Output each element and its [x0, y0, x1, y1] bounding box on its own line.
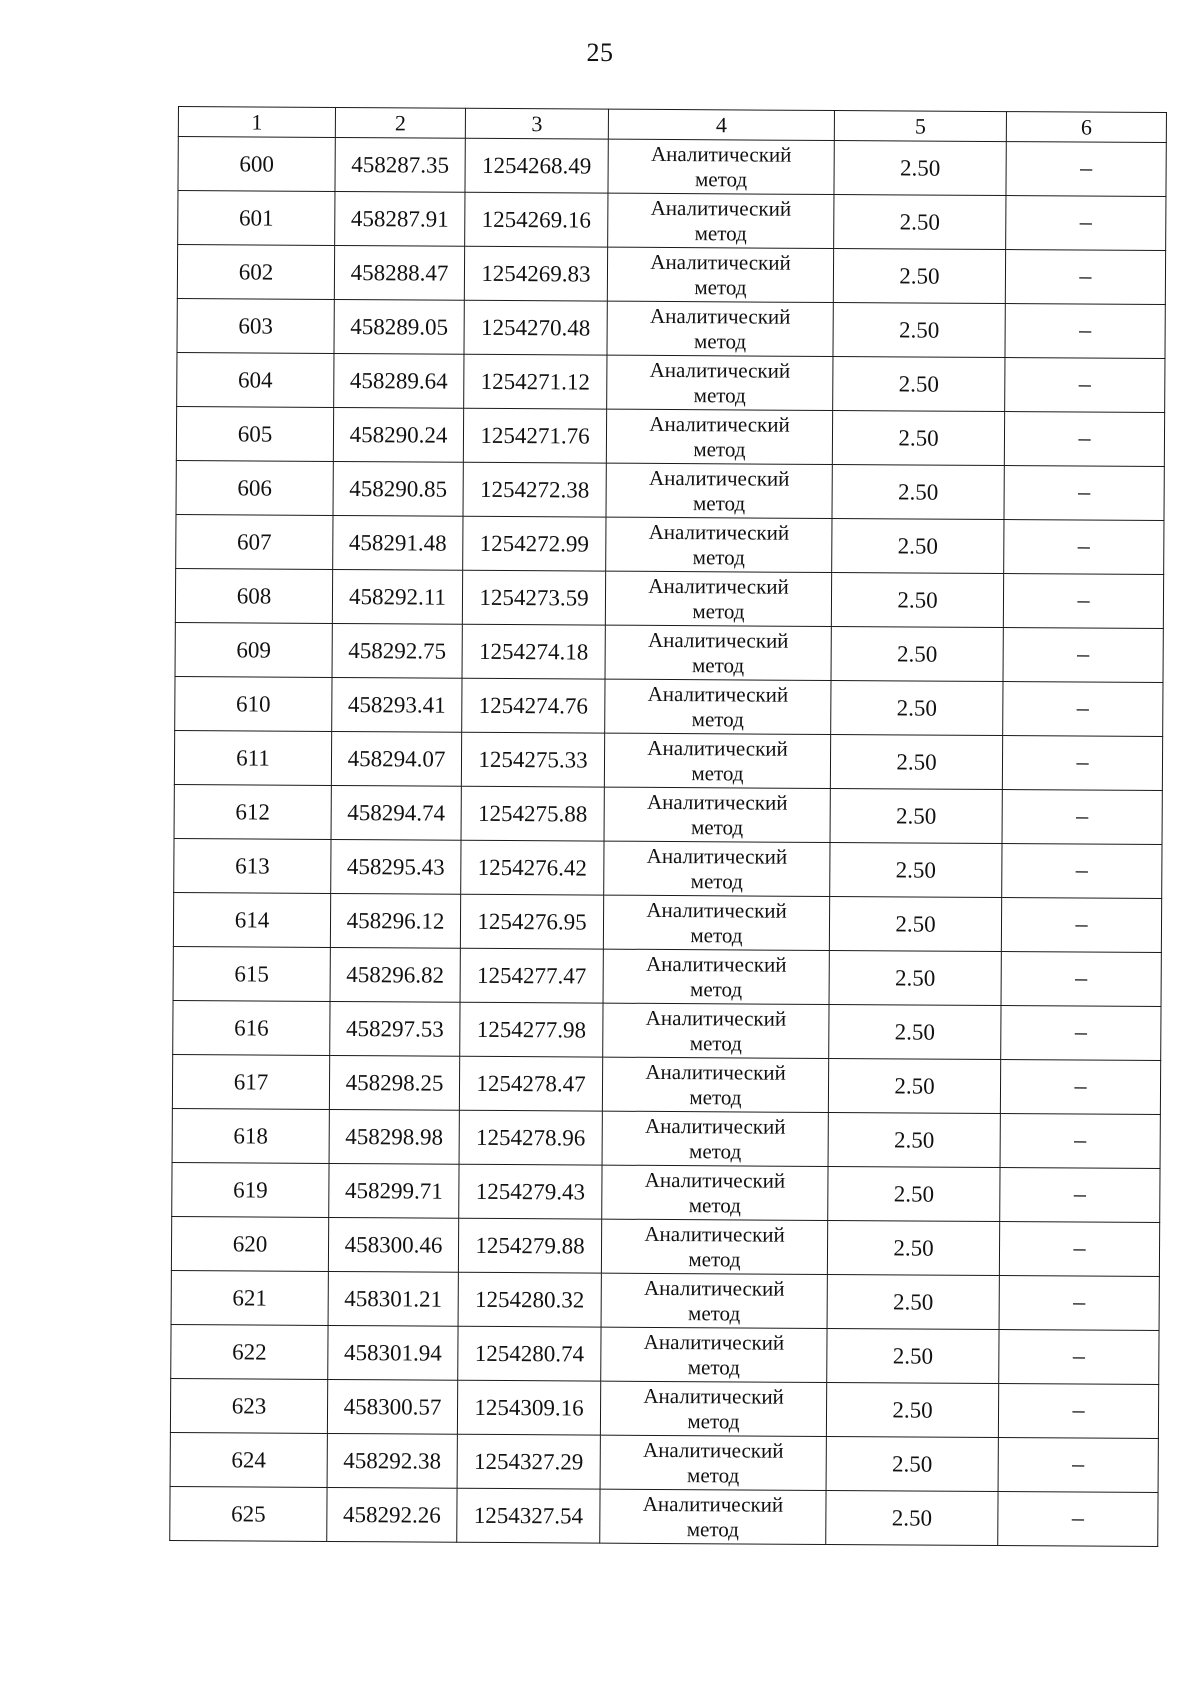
note-cell: – — [1002, 736, 1162, 791]
point-number-cell: 615 — [173, 946, 330, 1001]
method-cell — [604, 841, 830, 896]
method-line-2: метод — [692, 544, 745, 569]
accuracy-cell: 2.50 — [833, 357, 1005, 412]
point-number-cell: 617 — [172, 1054, 329, 1109]
note-cell: – — [1003, 574, 1163, 629]
accuracy-cell: 2.50 — [834, 141, 1006, 196]
x-coordinate-cell: 458292.26 — [327, 1487, 457, 1542]
y-coordinate-cell: 1254275.33 — [461, 732, 604, 787]
point-number-cell: 620 — [171, 1216, 328, 1271]
method-line-2: метод — [690, 868, 743, 893]
method-line-2: метод — [693, 382, 746, 407]
note-cell: – — [1003, 682, 1163, 737]
y-coordinate-cell: 1254271.12 — [464, 354, 607, 409]
column-header-1: 1 — [178, 107, 335, 138]
y-coordinate-cell: 1254276.42 — [461, 840, 604, 895]
table-row — [173, 1000, 1161, 1060]
method-cell — [604, 733, 830, 788]
method-cell — [605, 571, 831, 626]
note-cell: – — [999, 1330, 1159, 1385]
point-number-cell: 601 — [178, 191, 335, 246]
method-line-1: Аналитический — [649, 357, 791, 383]
accuracy-cell: 2.50 — [830, 842, 1002, 897]
accuracy-cell: 2.50 — [830, 734, 1002, 789]
method-cell — [600, 1381, 826, 1436]
method-line-2: метод — [689, 1084, 742, 1109]
point-number-cell: 618 — [172, 1108, 329, 1163]
y-coordinate-cell: 1254269.83 — [464, 246, 607, 301]
method-line-2: метод — [687, 1354, 740, 1379]
y-coordinate-cell: 1254273.59 — [462, 570, 605, 625]
accuracy-cell: 2.50 — [829, 950, 1001, 1005]
method-line-2: метод — [694, 166, 748, 191]
method-line-1: Аналитический — [645, 1059, 786, 1085]
point-number-cell: 625 — [170, 1486, 327, 1541]
method-line-1: Аналитический — [648, 465, 790, 491]
note-cell: – — [1004, 412, 1164, 467]
method-line-1: Аналитический — [643, 1329, 785, 1355]
method-line-1: Аналитический — [647, 735, 788, 761]
table-row — [174, 784, 1162, 844]
method-line-2: метод — [691, 706, 744, 731]
point-number-cell: 603 — [177, 298, 334, 353]
table-row — [177, 245, 1165, 305]
x-coordinate-cell: 458287.35 — [335, 137, 465, 192]
method-line-2: метод — [689, 1138, 742, 1163]
method-line-2: метод — [688, 1246, 741, 1271]
x-coordinate-cell: 458295.43 — [331, 839, 461, 894]
method-cell — [606, 409, 832, 464]
method-line-1: Аналитический — [645, 1005, 787, 1031]
method-line-1: Аналитический — [646, 789, 788, 815]
method-line-1: Аналитический — [648, 573, 789, 599]
y-coordinate-cell: 1254276.95 — [460, 894, 603, 949]
y-coordinate-cell: 1254270.48 — [464, 300, 607, 355]
point-number-cell: 610 — [175, 676, 332, 731]
point-number-cell: 611 — [174, 730, 331, 785]
method-cell — [605, 625, 831, 680]
method-line-1: Аналитический — [650, 249, 791, 275]
method-cell — [607, 355, 833, 410]
method-line-1: Аналитический — [644, 1113, 786, 1139]
note-cell: – — [998, 1438, 1158, 1493]
point-number-cell: 602 — [177, 245, 334, 300]
method-cell — [603, 1003, 829, 1058]
accuracy-cell: 2.50 — [826, 1436, 998, 1491]
point-number-cell: 607 — [176, 514, 333, 569]
accuracy-cell: 2.50 — [831, 573, 1003, 628]
method-line-2: метод — [690, 814, 744, 839]
y-coordinate-cell: 1254275.88 — [461, 786, 604, 841]
point-number-cell: 621 — [171, 1270, 328, 1325]
accuracy-cell: 2.50 — [829, 1004, 1001, 1059]
method-line-1: Аналитический — [647, 681, 789, 707]
y-coordinate-cell: 1254269.16 — [465, 192, 608, 247]
accuracy-cell: 2.50 — [833, 249, 1005, 304]
method-line-2: метод — [687, 1408, 740, 1433]
method-line-1: Аналитический — [650, 141, 792, 167]
method-line-1: Аналитический — [645, 951, 787, 977]
note-cell: – — [1002, 790, 1162, 845]
note-cell: – — [1000, 1168, 1160, 1223]
table-row — [175, 622, 1163, 682]
table-row — [176, 406, 1164, 466]
method-line-2: метод — [689, 1030, 742, 1055]
table-row — [170, 1486, 1158, 1546]
note-cell: – — [1001, 952, 1161, 1007]
method-cell — [602, 1057, 828, 1112]
accuracy-cell: 2.50 — [827, 1220, 999, 1275]
method-cell — [603, 949, 829, 1004]
method-line-1: Аналитический — [646, 843, 788, 869]
note-cell: – — [1002, 844, 1162, 899]
method-line-2: метод — [691, 652, 745, 677]
x-coordinate-cell: 458301.21 — [328, 1271, 458, 1326]
method-cell — [600, 1489, 826, 1544]
method-cell — [605, 679, 831, 734]
table-row — [177, 352, 1165, 412]
note-cell: – — [1001, 1006, 1161, 1061]
table-row — [178, 137, 1166, 197]
note-cell: – — [1005, 304, 1165, 359]
method-line-2: метод — [690, 922, 743, 947]
y-coordinate-cell: 1254268.49 — [465, 138, 608, 193]
method-cell — [603, 895, 829, 950]
accuracy-cell: 2.50 — [830, 788, 1002, 843]
table-row — [171, 1216, 1159, 1276]
method-cell — [607, 247, 833, 302]
note-cell: – — [999, 1276, 1159, 1331]
page-number: 25 — [586, 38, 614, 67]
method-cell — [601, 1273, 827, 1328]
note-cell: – — [1006, 142, 1166, 197]
note-cell: – — [1005, 250, 1165, 305]
note-cell: – — [999, 1222, 1159, 1277]
table-row — [170, 1378, 1158, 1438]
method-line-1: Аналитический — [642, 1491, 784, 1517]
table-row — [171, 1270, 1159, 1330]
y-coordinate-cell: 1254279.88 — [458, 1218, 601, 1273]
x-coordinate-cell: 458292.75 — [332, 623, 462, 678]
x-coordinate-cell: 458292.38 — [327, 1433, 457, 1488]
accuracy-cell: 2.50 — [832, 411, 1004, 466]
method-line-2: метод — [691, 760, 744, 785]
table-row — [173, 946, 1161, 1006]
y-coordinate-cell: 1254327.54 — [457, 1488, 600, 1543]
x-coordinate-cell: 458289.05 — [334, 299, 464, 354]
note-cell: – — [1004, 466, 1164, 521]
note-cell: – — [1005, 358, 1165, 413]
note-cell: – — [1000, 1060, 1160, 1115]
accuracy-cell: 2.50 — [833, 303, 1005, 358]
note-cell: – — [1006, 196, 1166, 251]
point-number-cell: 604 — [177, 352, 334, 407]
method-line-2: метод — [694, 220, 747, 245]
accuracy-cell: 2.50 — [828, 1166, 1000, 1221]
x-coordinate-cell: 458291.48 — [333, 515, 463, 570]
y-coordinate-cell: 1254272.99 — [463, 516, 606, 571]
method-line-1: Аналитический — [646, 897, 787, 923]
method-line-1: Аналитический — [644, 1167, 786, 1193]
method-cell — [601, 1327, 827, 1382]
y-coordinate-cell: 1254280.32 — [458, 1272, 601, 1327]
table-row — [175, 676, 1163, 736]
note-cell: – — [998, 1384, 1158, 1439]
point-number-cell: 608 — [175, 568, 332, 623]
accuracy-cell: 2.50 — [828, 1058, 1000, 1113]
note-cell: – — [1004, 520, 1164, 575]
method-line-1: Аналитический — [644, 1221, 785, 1247]
note-cell: – — [1000, 1114, 1160, 1169]
accuracy-cell: 2.50 — [831, 627, 1003, 682]
accuracy-cell: 2.50 — [826, 1490, 998, 1545]
note-cell: – — [998, 1492, 1158, 1547]
coordinates-table — [169, 106, 1167, 1547]
method-line-1: Аналитический — [643, 1383, 784, 1409]
method-line-2: метод — [688, 1192, 741, 1217]
y-coordinate-cell: 1254309.16 — [457, 1380, 600, 1435]
point-number-cell: 623 — [170, 1378, 327, 1433]
note-cell: – — [1003, 628, 1163, 683]
y-coordinate-cell: 1254279.43 — [459, 1164, 602, 1219]
method-line-1: Аналитический — [650, 195, 792, 221]
y-coordinate-cell: 1254278.47 — [459, 1056, 602, 1111]
point-number-cell: 619 — [172, 1162, 329, 1217]
y-coordinate-cell: 1254271.76 — [463, 408, 606, 463]
table-body — [170, 137, 1167, 1547]
y-coordinate-cell: 1254272.38 — [463, 462, 606, 517]
x-coordinate-cell: 458296.82 — [330, 947, 460, 1002]
point-number-cell: 622 — [171, 1324, 328, 1379]
column-header-6: 6 — [1006, 112, 1166, 143]
table-row — [174, 730, 1162, 790]
accuracy-cell: 2.50 — [831, 680, 1003, 735]
note-cell: – — [1001, 898, 1161, 953]
x-coordinate-cell: 458300.57 — [327, 1379, 457, 1434]
method-line-2: метод — [689, 976, 743, 1001]
accuracy-cell: 2.50 — [829, 896, 1001, 951]
coordinates-table-container — [169, 106, 1166, 1547]
method-cell — [602, 1111, 828, 1166]
y-coordinate-cell: 1254277.47 — [460, 948, 603, 1003]
x-coordinate-cell: 458294.07 — [331, 731, 461, 786]
x-coordinate-cell: 458290.24 — [333, 407, 463, 462]
x-coordinate-cell: 458293.41 — [332, 677, 462, 732]
point-number-cell: 616 — [173, 1000, 330, 1055]
method-line-2: метод — [692, 598, 745, 623]
table-row — [174, 838, 1162, 898]
x-coordinate-cell: 458300.46 — [328, 1217, 458, 1272]
column-header-4: 4 — [608, 109, 834, 140]
x-coordinate-cell: 458294.74 — [331, 785, 461, 840]
method-line-2: метод — [687, 1462, 740, 1487]
method-line-2: метод — [693, 328, 747, 353]
table-row — [170, 1432, 1158, 1492]
table-row — [172, 1108, 1160, 1168]
table-row — [171, 1324, 1159, 1384]
accuracy-cell: 2.50 — [827, 1328, 999, 1383]
table-row — [177, 298, 1165, 358]
method-cell — [604, 787, 830, 842]
method-line-1: Аналитический — [647, 627, 789, 653]
accuracy-cell: 2.50 — [828, 1112, 1000, 1167]
accuracy-cell: 2.50 — [826, 1382, 998, 1437]
method-cell — [608, 139, 834, 194]
method-cell — [606, 517, 832, 572]
point-number-cell: 613 — [174, 838, 331, 893]
x-coordinate-cell: 458288.47 — [334, 245, 464, 300]
column-header-2: 2 — [335, 107, 465, 138]
method-line-2: метод — [693, 436, 746, 461]
point-number-cell: 624 — [170, 1432, 327, 1487]
x-coordinate-cell: 458297.53 — [330, 1001, 460, 1056]
table-row — [173, 892, 1161, 952]
column-header-3: 3 — [465, 108, 608, 139]
table-row — [178, 191, 1166, 251]
method-cell — [600, 1435, 826, 1490]
method-cell — [606, 463, 832, 518]
method-line-1: Аналитический — [648, 519, 790, 545]
accuracy-cell: 2.50 — [832, 465, 1004, 520]
y-coordinate-cell: 1254278.96 — [459, 1110, 602, 1165]
y-coordinate-cell: 1254274.76 — [462, 678, 605, 733]
point-number-cell: 612 — [174, 784, 331, 839]
method-line-1: Аналитический — [643, 1275, 785, 1301]
x-coordinate-cell: 458287.91 — [335, 191, 465, 246]
point-number-cell: 600 — [178, 137, 335, 192]
y-coordinate-cell: 1254327.29 — [457, 1434, 600, 1489]
point-number-cell: 609 — [175, 622, 332, 677]
y-coordinate-cell: 1254280.74 — [458, 1326, 601, 1381]
x-coordinate-cell: 458301.94 — [328, 1325, 458, 1380]
y-coordinate-cell: 1254274.18 — [462, 624, 605, 679]
accuracy-cell: 2.50 — [832, 519, 1004, 574]
method-cell — [602, 1165, 828, 1220]
method-line-1: Аналитический — [642, 1437, 784, 1463]
method-line-1: Аналитический — [649, 411, 790, 437]
point-number-cell: 614 — [173, 892, 330, 947]
method-cell — [607, 301, 833, 356]
x-coordinate-cell: 458290.85 — [333, 461, 463, 516]
point-number-cell: 606 — [176, 460, 333, 515]
method-cell — [601, 1219, 827, 1274]
x-coordinate-cell: 458298.25 — [329, 1055, 459, 1110]
column-header-5: 5 — [834, 111, 1006, 142]
table-row — [172, 1162, 1160, 1222]
method-line-2: метод — [692, 490, 746, 515]
table-row — [172, 1054, 1160, 1114]
point-number-cell: 605 — [176, 406, 333, 461]
method-line-2: метод — [688, 1300, 741, 1325]
method-line-2: метод — [686, 1516, 739, 1541]
table-row — [175, 568, 1163, 628]
x-coordinate-cell: 458289.64 — [334, 353, 464, 408]
method-cell — [608, 193, 834, 248]
y-coordinate-cell: 1254277.98 — [460, 1002, 603, 1057]
x-coordinate-cell: 458299.71 — [329, 1163, 459, 1218]
accuracy-cell: 2.50 — [834, 195, 1006, 250]
x-coordinate-cell: 458296.12 — [330, 893, 460, 948]
x-coordinate-cell: 458292.11 — [332, 569, 462, 624]
method-line-1: Аналитический — [649, 303, 791, 329]
table-row — [176, 460, 1164, 520]
accuracy-cell: 2.50 — [827, 1274, 999, 1329]
x-coordinate-cell: 458298.98 — [329, 1109, 459, 1164]
table-row — [176, 514, 1164, 574]
method-line-2: метод — [694, 274, 747, 299]
